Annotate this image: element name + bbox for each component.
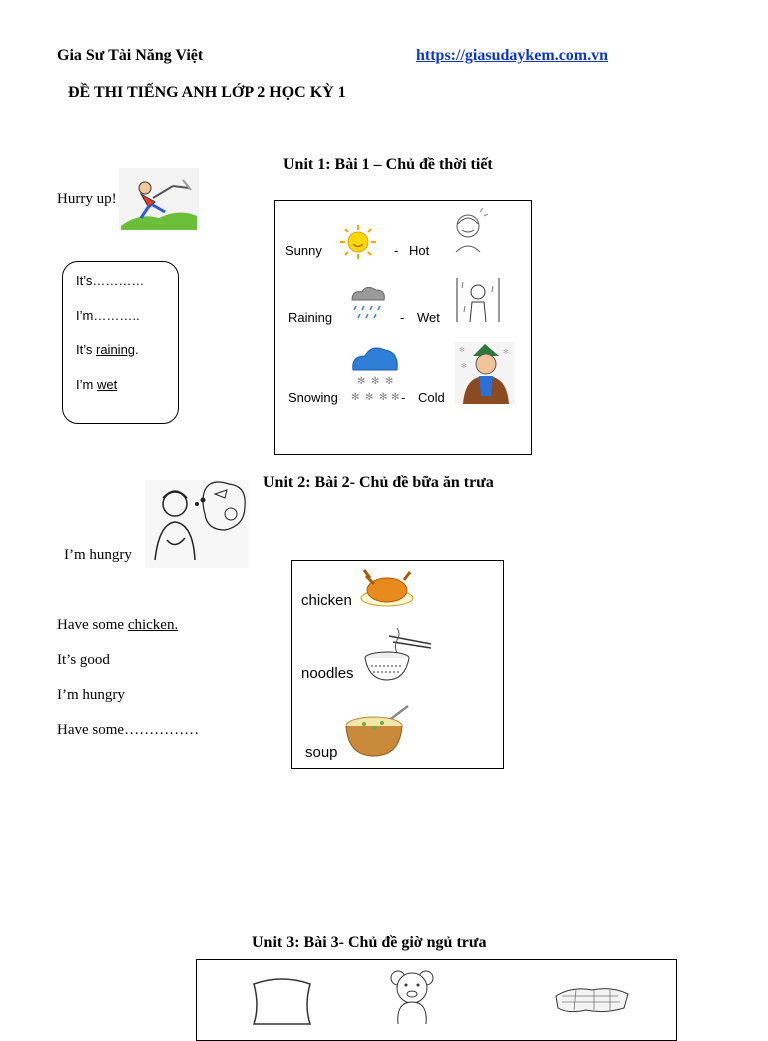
vocab-word-raining: Raining xyxy=(288,310,333,325)
unit2-heading: Unit 2: Bài 2- Chủ đề bữa ăn trưa xyxy=(263,474,494,491)
dialogue-line: Have some…………… xyxy=(57,722,200,738)
phrase-line: I’m wet xyxy=(76,377,118,392)
blanket-icon xyxy=(552,984,632,1014)
svg-text:✻: ✻ xyxy=(461,362,467,370)
food-word-noodles: noodles xyxy=(301,665,354,682)
vocab-dash: - xyxy=(394,243,399,258)
svg-text:✻: ✻ xyxy=(391,392,400,403)
noodle-bowl-icon xyxy=(363,626,433,684)
vocab-word-sunny: Sunny xyxy=(285,243,322,258)
vocab-dash: - xyxy=(401,390,406,405)
svg-text:✻: ✻ xyxy=(503,348,509,356)
svg-text:✻: ✻ xyxy=(357,376,366,387)
dialogue-line: I’m hungry xyxy=(57,687,125,703)
running-kid-image xyxy=(119,168,199,230)
website-link[interactable]: https://giasudaykem.com.vn xyxy=(416,47,609,64)
food-word-soup: soup xyxy=(305,744,338,761)
roast-chicken-icon xyxy=(360,566,414,608)
page-title: ĐỀ THI TIẾNG ANH LỚP 2 HỌC KỲ 1 xyxy=(68,84,346,101)
hungry-boy-image xyxy=(145,480,249,568)
weather-vocab-box xyxy=(274,200,532,455)
rain-cloud-icon xyxy=(346,284,390,324)
teddy-bear-icon xyxy=(388,968,436,1024)
svg-text:✻: ✻ xyxy=(365,392,374,403)
vocab-word-hot: Hot xyxy=(409,243,430,258)
vocab-word-cold: Cold xyxy=(418,390,445,405)
vocab-word-snowing: Snowing xyxy=(288,390,338,405)
vocab-dash: - xyxy=(400,310,405,325)
vocab-word-wet: Wet xyxy=(417,310,440,325)
phrase-line: I’m……….. xyxy=(76,308,140,323)
phrase-line: It’s raining. xyxy=(76,342,139,357)
hot-person-icon xyxy=(448,206,488,254)
svg-text:✻: ✻ xyxy=(385,376,394,387)
unit3-heading: Unit 3: Bài 3- Chủ đề giờ ngủ trưa xyxy=(252,934,487,951)
hungry-text: I’m hungry xyxy=(64,547,132,563)
svg-text:✻: ✻ xyxy=(379,392,388,403)
dialogue-line: Have some chicken. xyxy=(57,617,179,633)
hurry-up-text: Hurry up! xyxy=(57,191,117,207)
svg-text:✻: ✻ xyxy=(371,376,380,387)
svg-text:✻: ✻ xyxy=(459,346,465,354)
org-name: Gia Sư Tài Năng Việt xyxy=(57,47,204,64)
snow-cloud-icon xyxy=(349,344,401,404)
unit1-heading: Unit 1: Bài 1 – Chủ đề thời tiết xyxy=(283,156,493,173)
wet-person-icon xyxy=(455,276,501,324)
phrase-line: It’s………… xyxy=(76,273,145,288)
cold-person-icon xyxy=(455,342,515,404)
svg-text:✻: ✻ xyxy=(351,392,360,403)
food-word-chicken: chicken xyxy=(301,592,352,609)
pillow-icon xyxy=(248,976,316,1024)
sun-icon xyxy=(336,224,380,260)
soup-bowl-icon xyxy=(344,702,412,758)
dialogue-line: It’s good xyxy=(57,652,110,668)
